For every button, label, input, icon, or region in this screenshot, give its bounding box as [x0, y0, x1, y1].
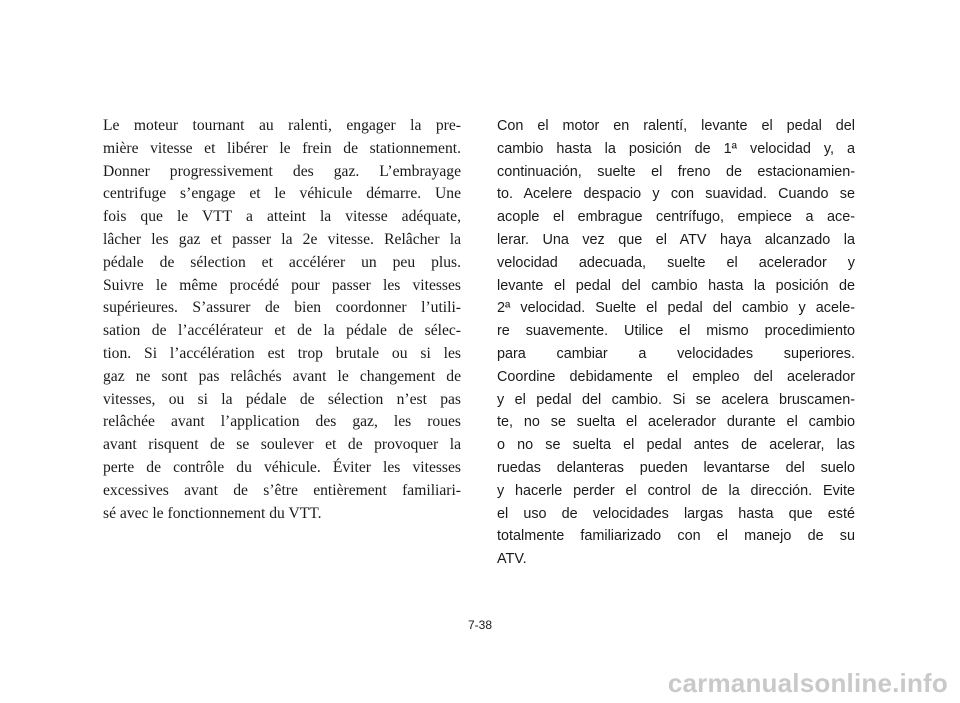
- french-text-line: relâchée avant l’application des gaz, les roues: [103, 413, 461, 431]
- spanish-text-line: acople el embrague centrífugo, empiece a ace-: [497, 209, 855, 226]
- spanish-text-line: 2ª velocidad. Suelte el pedal del cambio y acele-: [497, 300, 855, 317]
- page-number: 7-38: [467, 618, 493, 632]
- watermark: carmanualsonline.info: [667, 668, 948, 698]
- french-text-line: lâcher les gaz et passer la 2e vitesse. Relâcher la: [103, 230, 461, 248]
- spanish-text-line: o no se suelta el pedal antes de acelerar, las: [497, 437, 855, 454]
- spanish-text-line: cambio hasta la posición de 1ª velocidad y, a: [497, 140, 855, 157]
- french-text-line: mière vitesse et libérer le frein de stationnement.: [103, 139, 461, 157]
- french-text-line: sé avec le fonctionnement du VTT.: [103, 504, 322, 522]
- french-text-line: tion. Si l’accélération est trop brutale ou si les: [103, 344, 461, 362]
- french-text-line: Suivre le même procédé pour passer les vitesses: [103, 276, 461, 294]
- french-text-line: supérieures. S’assurer de bien coordonner l’utili-: [103, 299, 461, 317]
- spanish-text-line: to. Acelere despacio y con suavidad. Cuando se: [497, 186, 855, 203]
- french-text-line: fois que le VTT a atteint la vitesse adéquate,: [103, 208, 461, 226]
- spanish-text-line: re suavemente. Utilice el mismo procedimiento: [497, 323, 855, 340]
- french-text-line: excessives avant de s’être entièrement familiari-: [103, 481, 461, 499]
- spanish-text-line: ruedas delanteras pueden levantarse del suelo: [497, 459, 855, 476]
- spanish-text-line: y hacerle perder el control de la dirección. Evite: [497, 482, 855, 499]
- spanish-text-line: lerar. Una vez que el ATV haya alcanzado la: [497, 231, 855, 248]
- spanish-text-line: te, no se suelta el acelerador durante el cambio: [497, 414, 855, 431]
- spanish-text-line: levante el pedal del cambio hasta la posición de: [497, 277, 855, 294]
- spanish-text-line: Con el motor en ralentí, levante el pedal del: [497, 118, 855, 134]
- french-text-line: sation de l’accélérateur et de la pédale de sélec-: [103, 322, 461, 340]
- french-text-line: avant risquent de se soulever et de provoquer la: [103, 436, 461, 454]
- spanish-text-line: Coordine debidamente el empleo del acelerador: [497, 368, 855, 385]
- french-text-line: Donner progressivement des gaz. L’embrayage: [103, 162, 461, 180]
- spanish-text-line: totalmente familiarizado con el manejo de su: [497, 528, 855, 545]
- french-text-line: gaz ne sont pas relâchés avant le changement de: [103, 367, 461, 385]
- spanish-text-line: el uso de velocidades largas hasta que esté: [497, 505, 855, 522]
- spanish-text-line: velocidad adecuada, suelte el acelerador y: [497, 254, 855, 271]
- french-text-line: vitesses, ou si la pédale de sélection n’est pas: [103, 390, 461, 408]
- french-text-line: pédale de sélection et accélérer un peu plus.: [103, 253, 461, 271]
- french-text-line: centrifuge s’engage et le véhicule démarre. Une: [103, 185, 461, 203]
- spanish-text-line: y el pedal del cambio. Si se acelera bruscamen-: [497, 391, 855, 408]
- french-text-line: Le moteur tournant au ralenti, engager la pre-: [103, 117, 461, 134]
- spanish-text-line: para cambiar a velocidades superiores.: [497, 345, 855, 362]
- spanish-text-column: [497, 115, 855, 571]
- french-text-column: [103, 115, 461, 525]
- spanish-text-line: continuación, suelte el freno de estacionamien-: [497, 163, 855, 180]
- french-text-line: perte de contrôle du véhicule. Éviter les vitesses: [103, 458, 461, 476]
- spanish-text-line: ATV.: [497, 551, 527, 568]
